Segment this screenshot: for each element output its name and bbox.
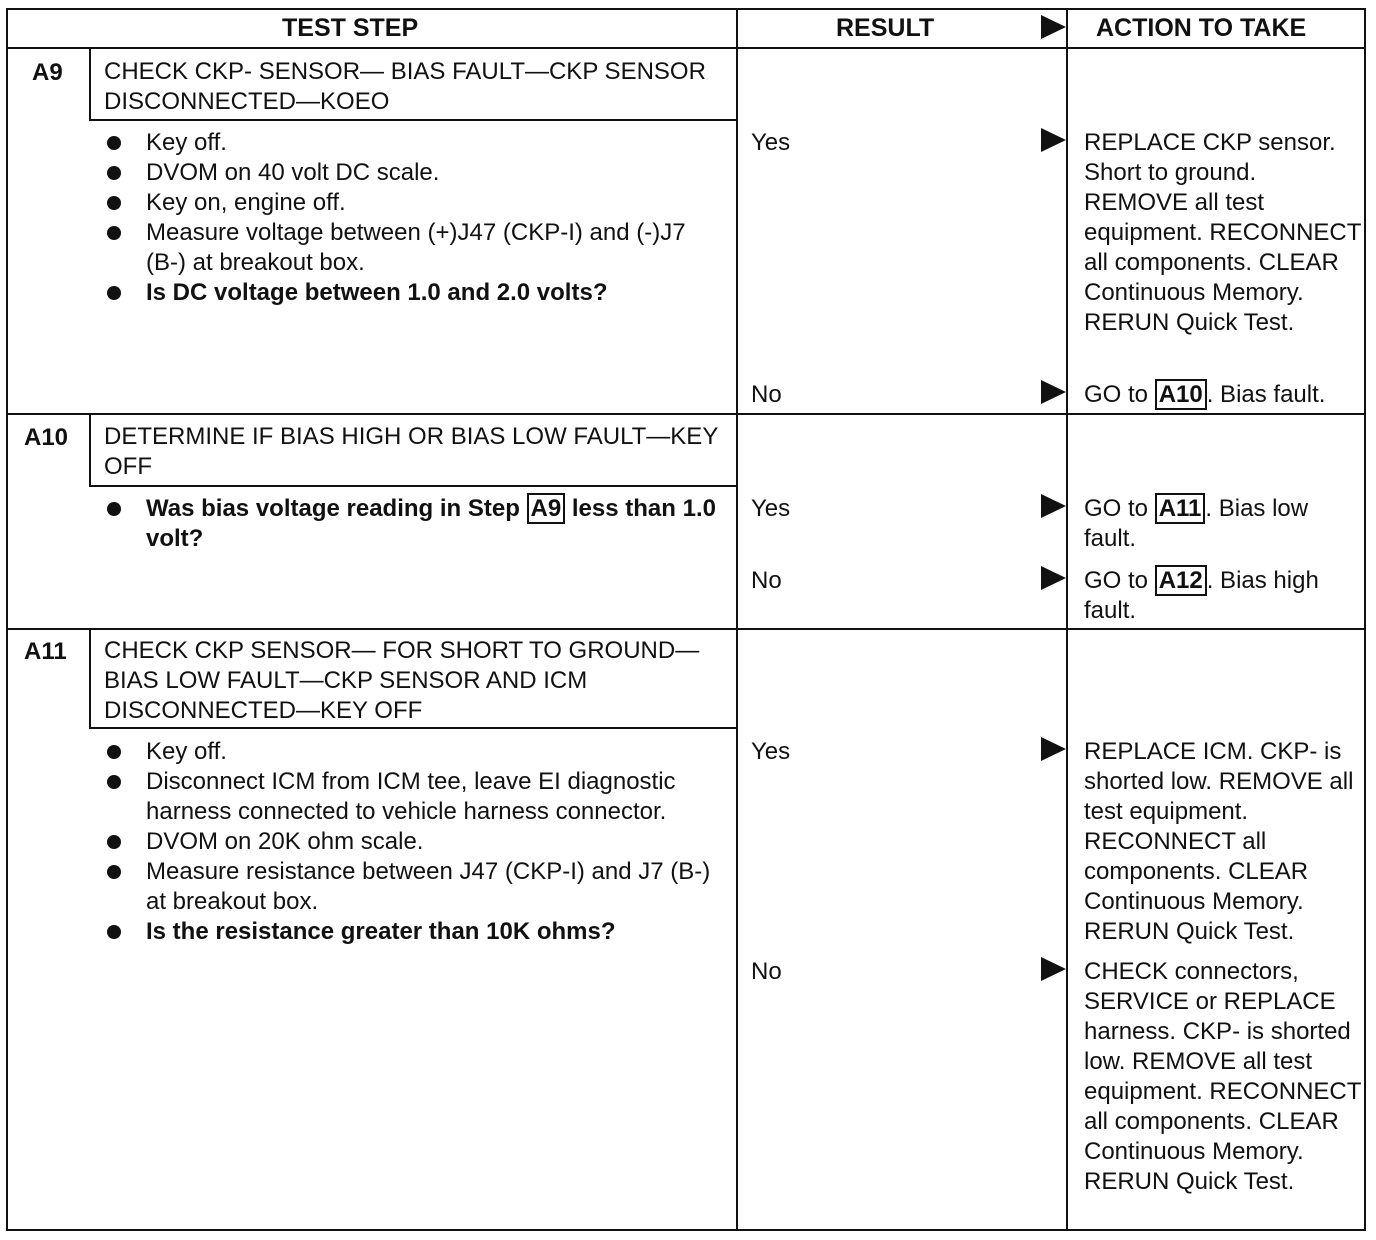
action-yes [1084,494,1366,554]
action-yes: REPLACE ICM. CKP- is shorted low. REMOVE all test equipment. RECONNECT all components. CLEAR Continuous Memory. RERUN Quick Test. [1084,738,1354,945]
header-arrow-icon [1041,15,1066,39]
step-reference-link[interactable]: A10 [1155,379,1207,410]
action-text: GO to [1084,381,1155,408]
list-item: Key off. [104,737,724,767]
result-no: No [751,381,782,408]
result-no: No [751,567,782,594]
step-question: Is DC voltage between 1.0 and 2.0 volts? [104,278,724,308]
arrow-icon [1041,957,1066,981]
step-instructions [104,737,724,947]
action-no [1084,380,1366,410]
action-text: . Bias fault. [1206,381,1326,408]
step-id: A9 [32,59,63,86]
step-reference-link[interactable]: A11 [1155,493,1206,524]
result-yes: Yes [751,129,791,156]
action-text: . Bias high fault. [1084,567,1319,624]
list-item: Key off. [104,128,724,158]
step-id: A10 [24,424,69,451]
step-question: Is the resistance greater than 10K ohms? [104,917,724,947]
result-yes: Yes [751,738,791,765]
question-text: Was bias voltage reading in Step [146,495,527,522]
arrow-icon [1041,737,1066,761]
step-id: A11 [24,638,67,665]
result-yes: Yes [751,495,791,522]
header-test-step: TEST STEP [282,14,419,42]
step-reference-link[interactable]: A12 [1155,565,1207,596]
list-item: Disconnect ICM from ICM tee, leave EI diagnostic harness connected to vehicle harness connector. [104,767,724,827]
arrow-icon [1041,128,1066,152]
list-item: DVOM on 40 volt DC scale. [104,158,724,188]
header-result: RESULT [836,14,935,42]
step-reference-link[interactable]: A9 [527,493,566,524]
list-item: Measure resistance between J47 (CKP-I) and J7 (B-) at breakout box. [104,857,724,917]
list-item: DVOM on 20K ohm scale. [104,827,724,857]
action-text: . Bias low fault. [1084,495,1309,552]
step-title: DETERMINE IF BIAS HIGH OR BIAS LOW FAULT—KEY OFF [104,423,718,480]
step-title: CHECK CKP- SENSOR— BIAS FAULT—CKP SENSOR DISCONNECTED—KOEO [104,58,706,115]
result-no: No [751,958,782,985]
step-instructions [104,128,724,308]
list-item: Key on, engine off. [104,188,724,218]
arrow-icon [1041,566,1066,590]
list-item: Measure voltage between (+)J47 (CKP-I) and (-)J7 (B-) at breakout box. [104,218,724,278]
step-instructions [104,494,724,554]
arrow-icon [1041,380,1066,404]
question-text: less than 1.0 volt? [146,495,716,552]
action-text: GO to [1084,495,1155,522]
header-action: ACTION TO TAKE [1096,14,1307,42]
action-text: GO to [1084,567,1155,594]
arrow-icon [1041,494,1066,518]
step-question [104,494,724,554]
action-no: CHECK connectors, SERVICE or REPLACE harness. CKP- is shorted low. REMOVE all test equipment. RECONNECT all components. CLEAR Continuous Memory. RERUN Quick Test. [1084,958,1361,1195]
action-yes: REPLACE CKP sensor. Short to ground. REMOVE all test equipment. RECONNECT all components. CLEAR Continuous Memory. RERUN Quick Test. [1084,129,1361,336]
step-title: CHECK CKP SENSOR— FOR SHORT TO GROUND—BIAS LOW FAULT—CKP SENSOR AND ICM DISCONNECTED—KEY OFF [104,637,700,724]
action-no [1084,566,1366,626]
